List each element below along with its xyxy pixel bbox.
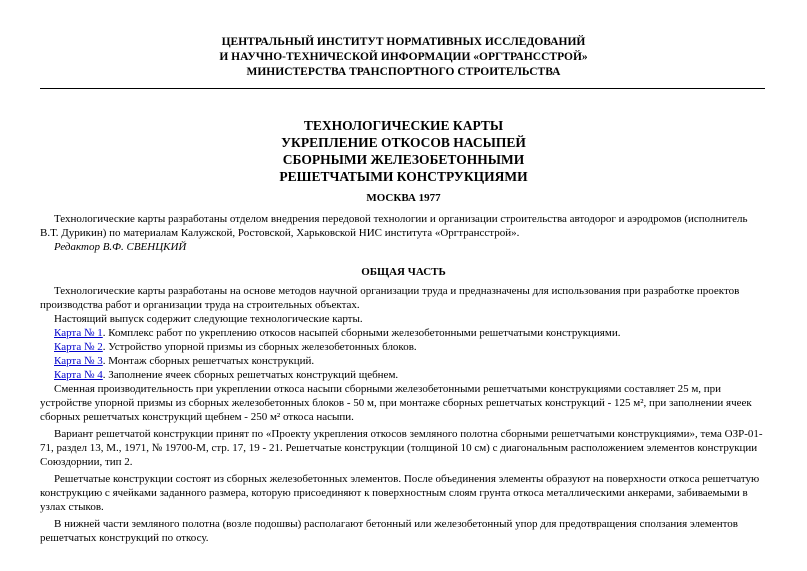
org-line: И НАУЧНО-ТЕХНИЧЕСКОЙ ИНФОРМАЦИИ «ОРГТРАНССТРОЙ»: [219, 51, 588, 63]
general-section: [40, 284, 767, 545]
card-2-link[interactable]: Карта № 2: [54, 341, 103, 353]
text-line: Вариант решетчатой конструкции принят по «Проекту укрепления откосов земляного полотна сборными решетчатыми конструкциями», тема ОЗР-01-: [54, 428, 763, 440]
card-list-item: [40, 368, 767, 382]
card-1-link[interactable]: Карта № 1: [54, 327, 103, 339]
section-heading: ОБЩАЯ ЧАСТЬ: [361, 266, 446, 278]
text-line: сборных решетчатых конструкций щебнем - 250 м² откоса насыпи.: [40, 411, 354, 423]
org-line: ЦЕНТРАЛЬНЫЙ ИНСТИТУТ НОРМАТИВНЫХ ИССЛЕДОВАНИЙ: [221, 36, 586, 48]
title-line: СБОРНЫМИ ЖЕЛЕЗОБЕТОННЫМИ: [282, 152, 525, 167]
card-description: . Монтаж сборных решетчатых конструкций.: [102, 355, 315, 367]
organization-header: [40, 35, 767, 80]
card-description: . Устройство упорной призмы из сборных железобетонных блоков.: [102, 341, 417, 353]
intro-paragraph: [40, 212, 767, 254]
publication-place-year: МОСКВА 1977: [366, 192, 441, 204]
title-line: ТЕХНОЛОГИЧЕСКИЕ КАРТЫ: [303, 118, 504, 133]
card-3-link[interactable]: Карта № 3: [54, 355, 103, 367]
title-line: РЕШЕТЧАТЫМИ КОНСТРУКЦИЯМИ: [279, 169, 528, 184]
card-list-item: [40, 354, 767, 368]
text-line: Настоящий выпуск содержит следующие технологические карты.: [54, 313, 363, 325]
text-line: Союздорнии, тип 2.: [40, 456, 133, 468]
text-line: В нижней части земляного полотна (возле подошвы) располагают бетонный или железобетонный упор для предотвращения сползания элементов: [54, 518, 738, 530]
text-line: решетчатых конструкций по откосу.: [40, 532, 209, 544]
header-divider: [40, 88, 765, 89]
text-line: конструкцию с ячейками заданного размера, которую присоединяют к поверхностным слоям грунта откоса металлическими анкерами, забиваемыми в: [40, 487, 748, 499]
text-line: Технологические карты разработаны отделом внедрения передовой технологии и организации строительства автодорог и аэродромов (исполнитель: [54, 213, 748, 225]
card-list-item: [40, 340, 767, 354]
org-line: МИНИСТЕРСТВА ТРАНСПОРТНОГО СТРОИТЕЛЬСТВА: [246, 66, 561, 78]
card-description: . Комплекс работ по укреплению откосов насыпей сборными железобетонными решетчатыми конструкциями.: [102, 327, 621, 339]
title-line: УКРЕПЛЕНИЕ ОТКОСОВ НАСЫПЕЙ: [281, 135, 526, 150]
text-line: устройстве упорной призмы из сборных железобетонных блоков - 50 м, при монтаже сборных решетчатых конструкций - 125 м², при заполнении ячеек: [40, 397, 752, 409]
text-line: узлах стыков.: [40, 501, 104, 513]
text-line: производства работ и организации труда на строительных объектах.: [40, 299, 360, 311]
text-line: 71, раздел 13, М., 1971, № 19700-М, стр. 17, 19 - 21. Решетчатые конструкции (толщиной 10 см) с диагональным расположением элементов конструкции: [40, 442, 758, 454]
text-line: Решетчатые конструкции состоят из сборных железобетонных элементов. После объединения элементы образуют на поверхности откоса решетчатую: [54, 473, 760, 485]
editor-line: Редактор В.Ф. СВЕНЦКИЙ: [54, 241, 187, 253]
document-title: [40, 117, 767, 185]
text-line: Технологические карты разработаны на основе методов научной организации труда и предназначены для использования при разработке проектов: [54, 285, 740, 297]
text-line: В.Т. Дурикин) по материалам Калужской, Ростовской, Харьковской НИС института «Оргтрансстрой».: [40, 227, 520, 239]
card-list-item: [40, 326, 767, 340]
card-4-link[interactable]: Карта № 4: [54, 369, 103, 381]
card-description: . Заполнение ячеек сборных решетчатых конструкций щебнем.: [102, 369, 399, 381]
text-line: Сменная производительность при укреплении откоса насыпи сборными железобетонными решетчатыми конструкциями составляет 25 м, при: [54, 383, 722, 395]
